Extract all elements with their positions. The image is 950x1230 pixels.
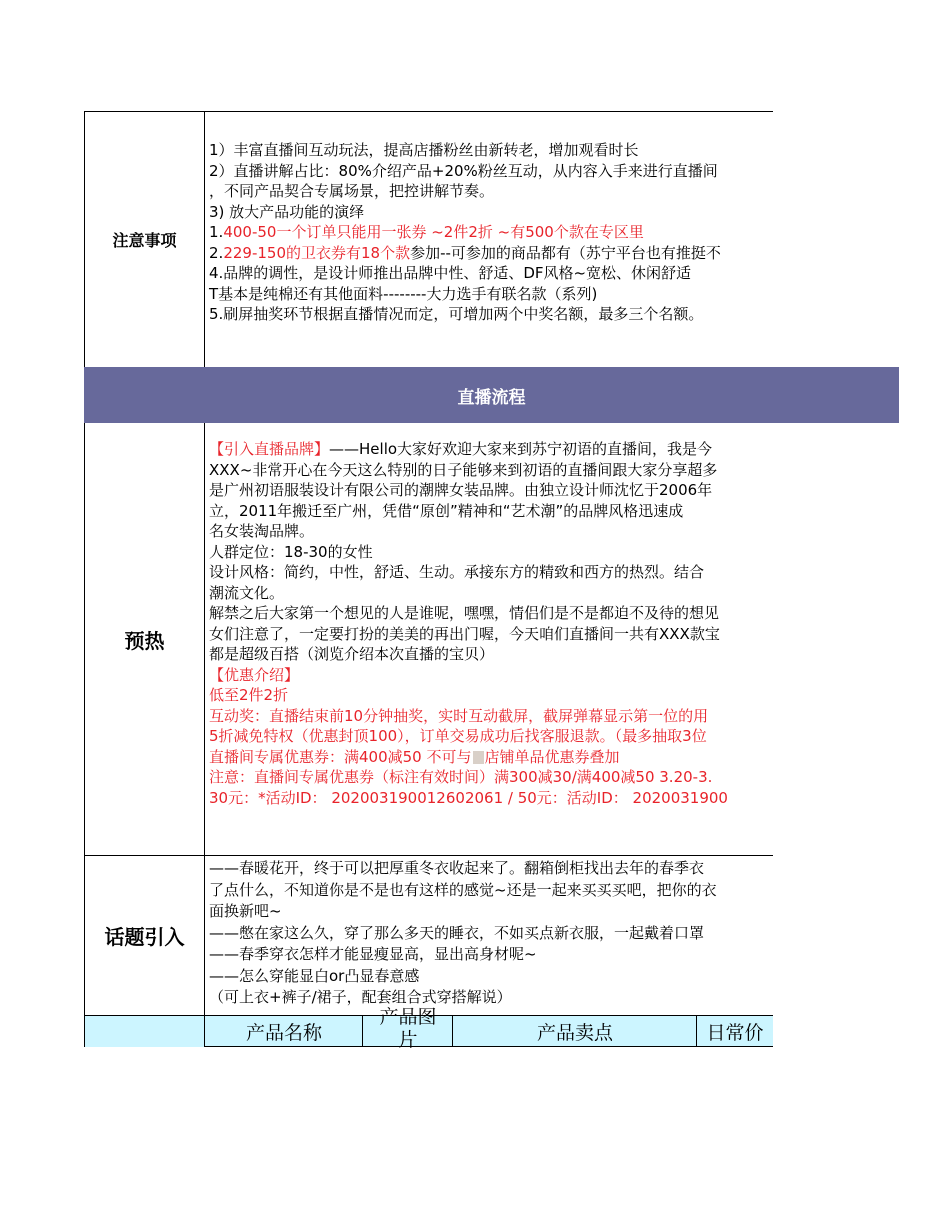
warmup-discount-line-3: 5折减免特权（优惠封顶100），订单交易成功后找客服退款。（最多抽取3位 [209,727,707,745]
header-product-image [362,1006,453,1051]
embedded-image-icon [473,751,484,764]
topic-line-6: ——怎么穿能显白or凸显春意感 [209,966,420,985]
warmup-intro-tag: 【引入直播品牌】 [209,440,330,458]
topic-line-1: ——春暖花开，终于可以把厚重冬衣收起来了。翻箱倒柜找出去年的春季衣 [209,859,705,877]
header-daily-price [696,1015,773,1047]
notes-line-8: T基本是纯棉还有其他面料--------大力选手有联名款（系列) [209,284,598,303]
warmup-coupon-b: 店铺单品优惠券叠加 [484,747,620,766]
table-header-blank-cell [84,1015,205,1047]
warmup-line-5: 人群定位：18-30的女性 [209,542,373,561]
warmup-line-4: 名女装淘品牌。 [209,522,315,540]
notes-content-cell [204,111,773,368]
warmup-line-3: 立，2011年搬迁至广州，凭借“原创”精神和“艺术潮”的品牌风格迅速成 [209,501,684,520]
warmup-line-8: 解禁之后大家第一个想见的人是谁呢，嘿嘿，情侣们是不是都迫不及待的想见 [209,604,720,622]
notes-label: 注意事项 [112,231,177,250]
topic-line-2: 了点什么，不知道你是不是也有这样的感觉~还是一起来买买买吧，把你的衣 [209,880,717,899]
notes-line-6-prefix: 2. [209,243,224,262]
warmup-line-1: XXX~非常开心在今天这么特别的日子能够来到初语的直播间跟大家分享超多 [209,460,718,479]
warmup-discount-heading: 【优惠介绍】 [209,665,300,684]
notes-line-3: ，不同产品契合专属场景，把控讲解节奏。 [209,182,495,200]
warmup-content-cell [204,423,773,856]
warmup-discount-line-4: 注意：直播间专属优惠券（标注有效时间）满300减30/满400减50 3.20-3. [209,768,713,786]
warmup-line-10: 都是超级百搭（浏览介绍本次直播的宝贝） [209,645,495,663]
warmup-coupon-a: 直播间专属优惠券：满400减50 不可与 [209,747,472,766]
notes-line-5 [209,222,773,243]
topic-line-3: 面换新吧~ [209,902,282,920]
warmup-coupon-line [209,747,773,768]
warmup-line-7: 潮流文化。 [209,583,285,602]
topic-label-cell [84,855,205,1015]
notes-line-2: 2）直播讲解占比：80%介绍产品+20%粉丝互动，从内容入手来进行直播间 [209,161,718,180]
header-selling-points [452,1015,697,1047]
notes-line-7: 4.品牌的调性，是设计师推出品牌中性、舒适、DF风格~宽松、休闲舒适 [209,264,692,282]
warmup-label: 预热 [124,628,165,653]
warmup-label-cell [84,423,205,856]
header-selling-points-label: 产品卖点 [536,1021,613,1044]
notes-line-5-prefix: 1. [209,223,224,241]
topic-line-5: ——春季穿衣怎样才能显瘦显高，显出高身材呢~ [209,945,537,963]
flow-banner [84,367,899,423]
header-product-name-label: 产品名称 [245,1021,322,1044]
warmup-line-6: 设计风格：简约，中性，舒适、生动。承接东方的精致和西方的热烈。结合 [209,563,705,581]
warmup-intro [209,439,773,460]
notes-label-cell [84,111,205,368]
warmup-discount-line-2: 互动奖：直播结束前10分钟抽奖，实时互动截屏，截屏弹幕显示第一位的用 [209,706,709,725]
header-product-name [204,1015,363,1047]
flow-banner-title: 直播流程 [457,387,526,408]
notes-line-6 [209,243,773,264]
header-daily-price-label: 日常价 [706,1021,764,1044]
notes-line-1: 1）丰富直播间互动玩法，提高店播粉丝由新转老，增加观看时长 [209,141,639,159]
notes-line-5-red: 400-50一个订单只能用一张券 ~2件2折 ~有500个款在专区里 [223,223,644,241]
header-product-image-label: 产品图片 [379,1006,437,1051]
notes-line-4: 3) 放大产品功能的演绎 [209,202,365,221]
warmup-line-2: 是广州初语服装设计有限公司的潮牌女装品牌。由独立设计师沈忆于2006年 [209,481,713,499]
warmup-discount-line-5: 30元：*活动ID： 202003190012602061 / 50元：活动ID： 2020031900 [209,788,728,807]
warmup-discount-line-1: 低至2件2折 [209,686,289,704]
topic-content-cell [204,855,773,1015]
warmup-line-9: 女们注意了，一定要打扮的美美的再出门喔，今天咱们直播间一共有XXX款宝 [209,624,720,643]
notes-line-9: 5.刷屏抽奖环节根据直播情况而定，可增加两个中奖名额，最多三个名额。 [209,305,704,323]
warmup-intro-rest: ——Hello大家好欢迎大家来到苏宁初语的直播间，我是今 [329,440,713,458]
topic-line-7: （可上衣+裤子/裙子，配套组合式穿搭解说） [209,988,512,1006]
topic-line-4: ——憋在家这么久，穿了那么多天的睡衣，不如买点新衣服，一起戴着口罩 [209,923,705,942]
topic-label: 话题引入 [104,924,185,949]
notes-line-6-red: 229-150的卫衣券有18个款 [223,243,411,262]
notes-line-6-rest: 参加--可参加的商品都有（苏宁平台也有推挺不 [410,243,721,262]
